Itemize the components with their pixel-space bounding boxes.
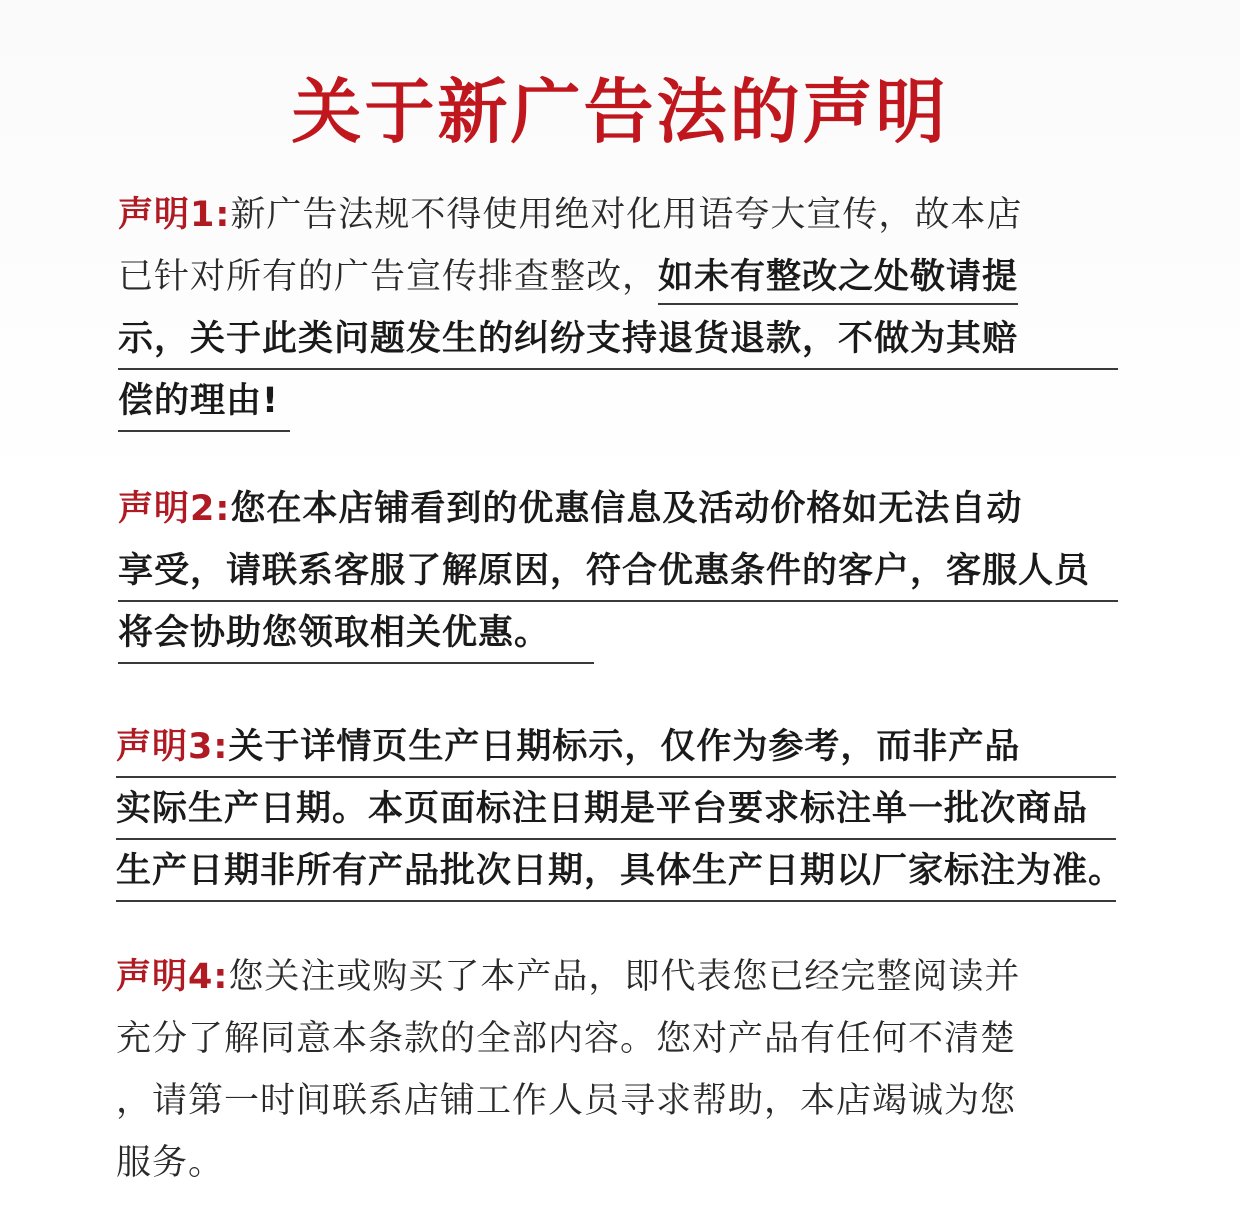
statement-1-label: 声明1: [118,195,231,235]
statement-4 [116,946,1116,1194]
statement-4-line-4 [116,1132,1116,1194]
statement-3-line-2 [116,778,1116,840]
statement-2-line-3 [118,602,594,664]
statement-4-label: 声明4: [116,957,229,997]
statement-3-text-1: 关于详情页生产日期标示，仅作为参考，而非产品 [228,727,1021,767]
statement-2-text-2: 享受，请联系客服了解原因，符合优惠条件的客户，客服人员 [118,551,1091,591]
statement-2-line-2 [118,540,1118,602]
statement-1-text-1: 新广告法规不得使用绝对化用语夸大宣传，故本店 [230,195,1023,235]
statement-4-text-4: 服务。 [116,1143,225,1183]
statement-3 [116,716,1125,902]
page-title: 关于新广告法的声明 [291,71,949,153]
statement-1 [118,184,1118,432]
statement-1-text-2b: 如未有整改之处敬请提 [658,257,1018,305]
statement-3-line-3 [116,840,1125,902]
statement-3-text-3: 生产日期非所有产品批次日期，具体生产日期以厂家标注为准。 [116,851,1125,891]
statement-4-text-2: 充分了解同意本条款的全部内容。您对产品有任何不清楚 [116,1019,1017,1059]
statement-1-line-2 [118,246,1118,308]
statement-3-label: 声明3: [116,727,229,767]
statement-3-text-2: 实际生产日期。本页面标注日期是平台要求标注单一批次商品 [116,789,1089,829]
statement-1-text-4: 偿的理由! [118,381,279,421]
statement-4-line-2 [116,1008,1116,1070]
statement-1-line-4 [118,370,290,432]
statement-4-line-3 [116,1070,1116,1132]
statement-4-text-1: 您关注或购买了本产品，即代表您已经完整阅读并 [228,957,1021,997]
statement-1-text-2a: 已针对所有的广告宣传排查整改， [118,257,659,297]
statement-2-text-1: 您在本店铺看到的优惠信息及活动价格如无法自动 [230,489,1023,529]
statement-4-text-3: ，请第一时间联系店铺工作人员寻求帮助，本店竭诚为您 [116,1081,1017,1121]
statement-1-line-1 [118,184,1118,246]
statement-3-line-1 [116,716,1116,778]
statement-1-line-3 [118,308,1118,370]
statement-2-line-1 [118,478,1118,540]
statement-2 [118,478,1118,664]
statement-4-line-1 [116,946,1116,1008]
statement-2-label: 声明2: [118,489,231,529]
statement-2-text-3: 将会协助您领取相关优惠。 [118,613,551,653]
statement-1-text-3: 示，关于此类问题发生的纠纷支持退货退款，不做为其赔 [118,319,1019,359]
